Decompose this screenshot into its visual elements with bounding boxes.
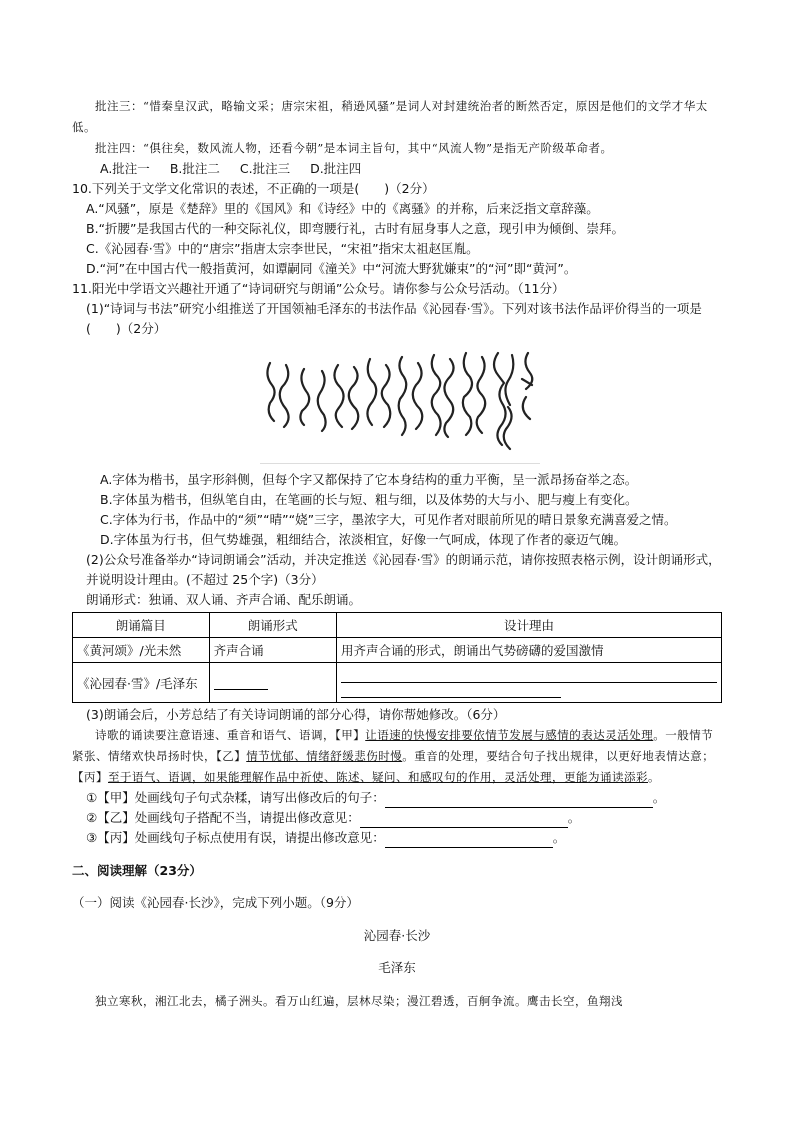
subquestion-text: ②【乙】处画线句子搭配不当，请提出修改意见： <box>86 810 360 825</box>
table-cell-answer-form[interactable] <box>209 663 336 703</box>
q11-option-a: A.字体为楷书，虽字形斜侧，但每个字又都保持了它本身结构的重力平衡，呈一派昂扬奋举之态。 <box>100 472 638 487</box>
recitation-table <box>72 612 722 703</box>
calligraphy-artwork <box>260 345 540 463</box>
table-cell: 齐声合诵 <box>209 638 336 663</box>
q9-options <box>72 159 722 179</box>
table-cell: 用齐声合诵的形式，朗诵出气势磅礴的爱国激情 <box>337 638 722 663</box>
passage-text: 诗歌的诵读要注意语速、重音和语气、语调，【甲】 <box>95 728 366 742</box>
table-header-cell: 朗诵篇目 <box>73 613 210 638</box>
q11-option-d: D.字体虽为行书，但气势雄强，粗细结合，浓淡相宜，好像一气呵成，体现了作者的豪迈气魄。 <box>100 532 627 547</box>
subquestion-text: ①【甲】处画线句子句式杂糅，请写出修改后的句子： <box>86 790 385 805</box>
document-page <box>72 96 722 1012</box>
passage-text: 。一般情节紧张、情绪欢快昂扬时快，【乙】 <box>72 728 714 763</box>
q11-stem: 11.阳光中学语文兴趣社开通了“诗词研究与朗诵”公众号。请你参与公众号活动。（11分） <box>72 281 565 296</box>
annotation-4: 批注四：“俱往矣，数风流人物，还看今朝”是本词主旨句，其中“风流人物”是指无产阶级革命者。 <box>95 141 613 155</box>
end-mark: 。 <box>652 790 666 805</box>
q11-option-c: C.字体为行书，作品中的“须”“晴”“娆”三字，墨浓字大，可见作者对眼前所见的晴日景象充满喜爱之情。 <box>100 512 677 527</box>
q11-part1: (1)“诗词与书法”研究小组推送了开国领袖毛泽东的书法作品《沁园春·雪》。下列对该书法作品评价得当的一项是( )（2分） <box>86 301 702 336</box>
q10-option-a: A.“风骚”，原是《楚辞》里的《国风》和《诗经》中的《离骚》的并称，后来泛指文章辞藻。 <box>86 201 599 216</box>
q10-stem: 10.下列关于文学文化常识的表述，不正确的一项是( )（2分） <box>72 181 435 196</box>
q9-option-d: D.批注四 <box>310 161 362 176</box>
q11-option-b: B.字体虽为楷书，但纵笔自由，在笔画的长与短、粗与细，以及体势的大与小、肥与瘦上有变化。 <box>100 492 638 507</box>
annotation-3: 批注三：“惜秦皇汉武，略输文采；唐宗宋祖，稍逊风骚”是词人对封建统治者的断然否定，原因是他们的文学才华太低。 <box>72 99 708 134</box>
answer-blank[interactable] <box>385 847 553 848</box>
end-mark: 。 <box>552 830 566 845</box>
passage-text: 。 <box>648 770 660 784</box>
subsection-1-heading: （一）阅读《沁园春·长沙》，完成下列小题。（9分） <box>72 895 359 910</box>
recitation-forms: 朗诵形式：独诵、双人诵、齐声合诵、配乐朗诵。 <box>86 592 362 607</box>
table-header-cell: 设计理由 <box>337 613 722 638</box>
recitation-passage <box>72 725 722 788</box>
q10-option-d: D.“河”在中国古代一般指黄河，如谭嗣同《潼关》中“河流大野犹嫌束”的“河”即“黄河”。 <box>86 261 577 276</box>
table-header-cell: 朗诵形式 <box>209 613 336 638</box>
q11-part2: (2)公众号准备举办“诗词朗诵会”活动，并决定推送《沁园春·雪》的朗诵示范，请你按照表格示例，设计朗诵形式，并说明设计理由。(不超过 25个字)（3分） <box>86 552 721 587</box>
passage-underline-yi: 情节忧郁、情绪舒缓悲伤时慢 <box>246 749 403 763</box>
q11-part3: (3)朗诵会后，小芳总结了有关诗词朗诵的部分心得，请你帮她修改。（6分） <box>86 707 506 722</box>
poem-title: 沁园春·长沙 <box>363 927 431 943</box>
table-row <box>73 638 722 663</box>
answer-blank[interactable] <box>341 683 561 698</box>
table-cell: 《黄河颂》/光未然 <box>73 638 210 663</box>
poem-text: 独立寒秋，湘江北去，橘子洲头。看万山红遍，层林尽染；漫江碧透，百舸争流。鹰击长空，鱼翔浅 <box>95 993 623 1008</box>
table-cell-answer-reason[interactable] <box>337 663 722 703</box>
end-mark: 。 <box>567 810 581 825</box>
q9-option-b: B.批注二 <box>169 161 220 176</box>
poem-author: 毛泽东 <box>378 960 416 975</box>
subquestion-2 <box>72 808 722 828</box>
table-cell: 《沁园春·雪》/毛泽东 <box>73 663 210 703</box>
passage-underline-jia: 让语速的快慢安排要依情节发展与感情的表达灵活处理 <box>365 728 654 742</box>
passage-text: 。重音的处理，要结合句子找出规律，以更好地表情达意；【丙】 <box>72 749 715 784</box>
table-header-row <box>73 613 722 638</box>
calligraphy-image <box>260 345 540 464</box>
q9-option-a: A.批注一 <box>100 161 150 176</box>
subquestion-3 <box>72 828 722 848</box>
passage-underline-bing: 至于语气、语调，如果能理解作品中祈使、陈述、疑问、和感叹句的作用，灵活处理，更能为诵读添彩 <box>108 770 648 784</box>
subquestion-1 <box>72 788 722 808</box>
subquestion-text: ③【丙】处画线句子标点使用有误，请提出修改意见： <box>86 830 385 845</box>
q10-option-c: C.《沁园春·雪》中的“唐宗”指唐太宗李世民，“宋祖”指宋太祖赵匡胤。 <box>86 241 479 256</box>
table-row <box>73 663 722 703</box>
section-2-heading: 二、阅读理解（23分） <box>72 862 202 878</box>
q10-option-b: B.“折腰”是我国古代的一种交际礼仪，即弯腰行礼，古时有屈身事人之意，现引申为倾倒、崇拜。 <box>86 221 625 236</box>
q9-option-c: C.批注三 <box>239 161 291 176</box>
answer-blank[interactable] <box>341 668 717 683</box>
answer-blank[interactable] <box>214 689 268 690</box>
